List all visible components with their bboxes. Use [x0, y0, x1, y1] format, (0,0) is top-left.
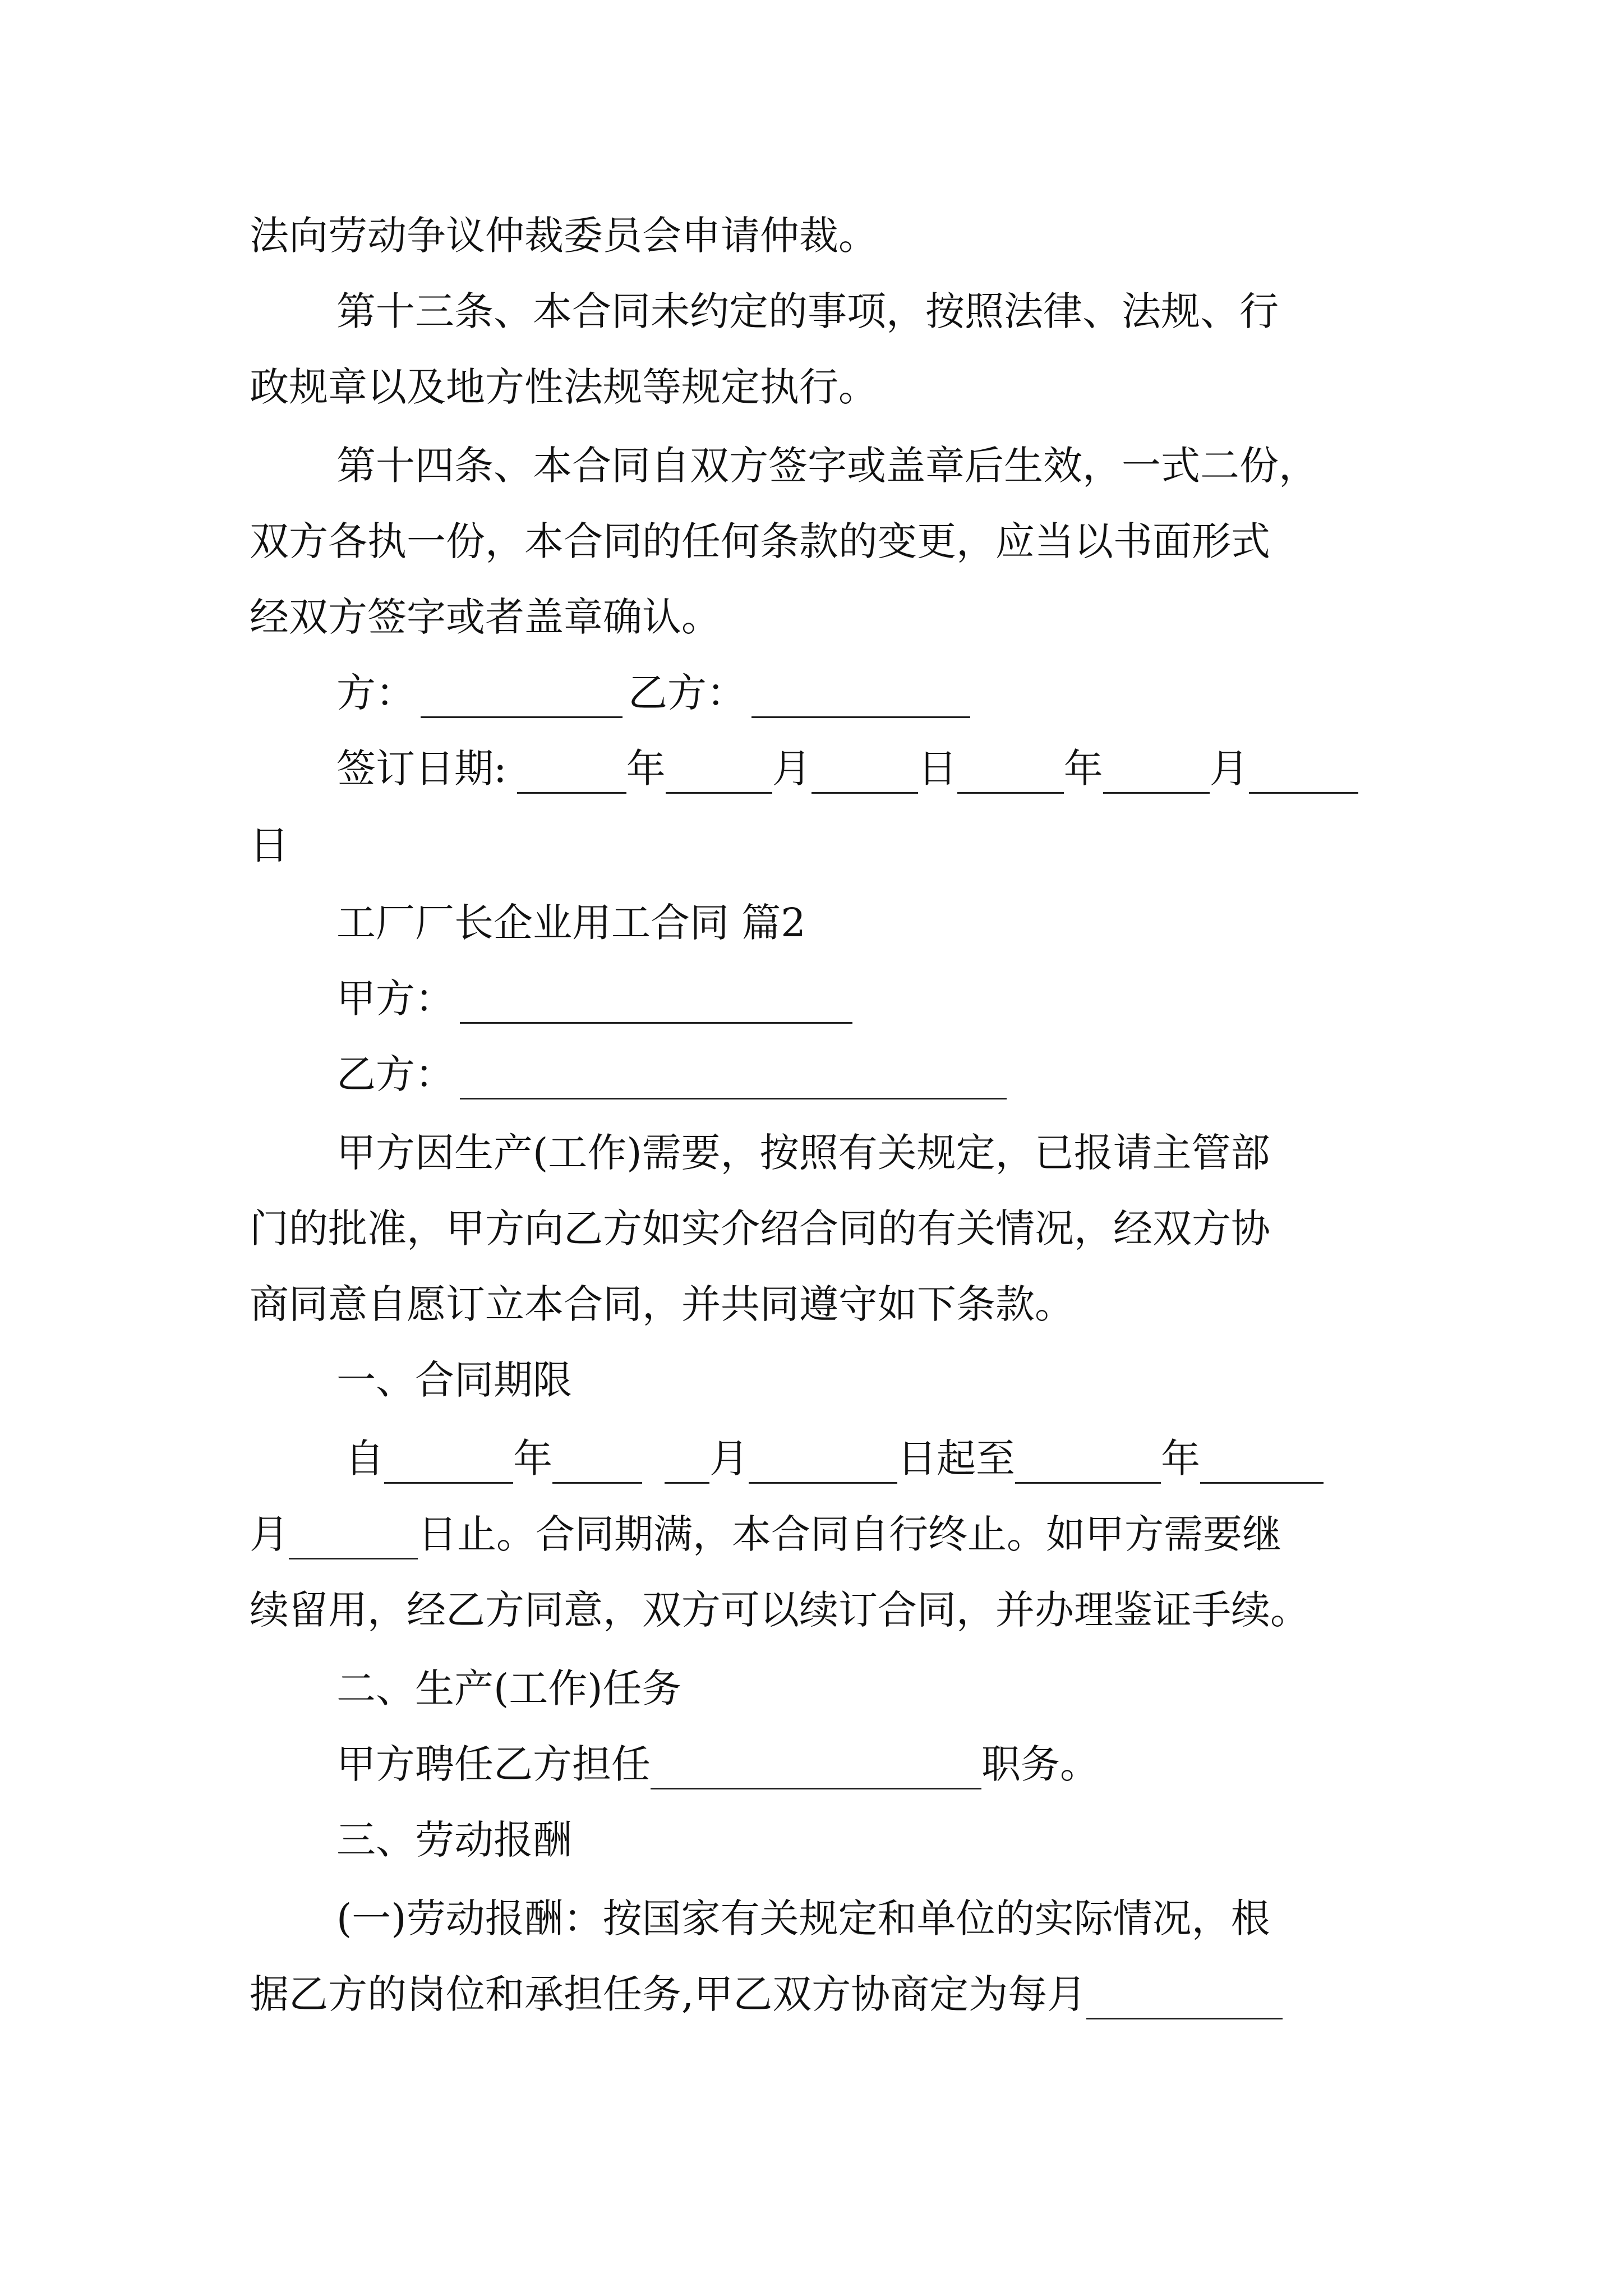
- party-b-blank: [460, 1063, 1007, 1099]
- monthly-pay-blank: [1086, 1983, 1283, 2019]
- month-blank-2: [1103, 757, 1210, 794]
- year-label-2: 年: [1063, 746, 1103, 792]
- term-month-label-2: 月: [250, 1511, 289, 1557]
- day-label: 日: [917, 746, 957, 792]
- term-start-year-blank: [384, 1447, 513, 1484]
- month-label-2: 月: [1209, 746, 1249, 792]
- party-b-signature-label: 乙方：: [628, 670, 746, 716]
- section-title: 工厂厂长企业用工合同 篇2: [336, 900, 806, 946]
- section-heading-term: 一、合同期限: [336, 1357, 572, 1403]
- term-start-month-blank: [552, 1447, 642, 1484]
- article-14-line-2: 双方各执一份，本合同的任何条款的变更，应当以书面形式: [250, 518, 1270, 564]
- term-year-label-2: 年: [1161, 1435, 1200, 1481]
- pay-line-1: (一)劳动报酬：按国家有关规定和单位的实际情况，根: [336, 1895, 1270, 1941]
- text-line: 法向劳动争议仲裁委员会申请仲裁。: [250, 213, 878, 259]
- year-label: 年: [626, 746, 666, 792]
- term-start-month-blank-2: [665, 1447, 709, 1484]
- term-year-label: 年: [513, 1435, 552, 1481]
- article-13-line-1: 第十三条、本合同未约定的事项，按照法律、法规、行: [336, 288, 1279, 334]
- hire-prefix: 甲方聘任乙方担任: [336, 1741, 651, 1787]
- term-line-2-text: 日止。合同期满，本合同自行终止。如甲方需要继: [418, 1511, 1281, 1557]
- preamble-line-2: 门的批准，甲方向乙方如实介绍合同的有关情况，经双方协: [250, 1205, 1270, 1251]
- pay-line-2-text: 据乙方的岗位和承担任务,甲乙双方协商定为每月: [250, 1971, 1087, 2017]
- signing-date-line: [336, 743, 1358, 794]
- term-line-3: 续留用，经乙方同意，双方可以续订合同，并办理鉴证手续。: [250, 1587, 1310, 1633]
- party-a-blank: [460, 987, 852, 1024]
- party-a-signature-blank: [421, 682, 623, 718]
- article-14-line-3: 经双方签字或者盖章确认。: [250, 594, 721, 640]
- article-13-line-2: 政规章以及地方性法规等规定执行。: [250, 364, 878, 410]
- party-a-line: [336, 973, 852, 1024]
- year-blank: [517, 757, 626, 794]
- term-month-label: 月: [709, 1435, 749, 1481]
- preamble-line-1: 甲方因生产(工作)需要，按照有关规定，已报请主管部: [336, 1130, 1270, 1176]
- section-heading-task: 二、生产(工作)任务: [336, 1665, 681, 1711]
- party-b-label: 乙方：: [336, 1051, 454, 1097]
- article-14-line-1: 第十四条、本合同自双方签字或盖章后生效，一式二份，: [336, 443, 1318, 489]
- party-a-short-label: 方：: [336, 670, 415, 716]
- party-b-signature-blank: [751, 682, 970, 718]
- term-end-day-blank: [289, 1523, 418, 1559]
- signing-date-label: 签订日期:: [336, 746, 507, 792]
- pay-line-2: [250, 1969, 1283, 2019]
- preamble-line-3: 商同意自愿订立本合同，并共同遵守如下条款。: [250, 1281, 1074, 1327]
- term-day-to-label: 日起至: [897, 1435, 1015, 1481]
- term-end-year-blank: [1015, 1447, 1161, 1484]
- hire-suffix: 职务。: [981, 1741, 1099, 1787]
- term-end-month-blank: [1200, 1447, 1324, 1484]
- month-blank: [666, 757, 772, 794]
- year-blank-2: [957, 757, 1064, 794]
- day-blank-2: [1249, 757, 1358, 794]
- term-start-day-blank: [749, 1447, 897, 1484]
- section-heading-pay: 三、劳动报酬: [336, 1817, 572, 1863]
- day-label-wrapped: 日: [250, 822, 289, 868]
- signature-line: [336, 668, 970, 718]
- month-label: 月: [772, 746, 811, 792]
- party-a-label: 甲方：: [336, 976, 454, 1022]
- term-line-1: [345, 1433, 1324, 1484]
- term-line-2: [250, 1509, 1281, 1559]
- day-blank: [811, 757, 918, 794]
- position-blank: [651, 1753, 981, 1789]
- party-b-line: [336, 1049, 1007, 1099]
- hire-line: [336, 1739, 1099, 1789]
- term-from-label: 自: [345, 1435, 384, 1481]
